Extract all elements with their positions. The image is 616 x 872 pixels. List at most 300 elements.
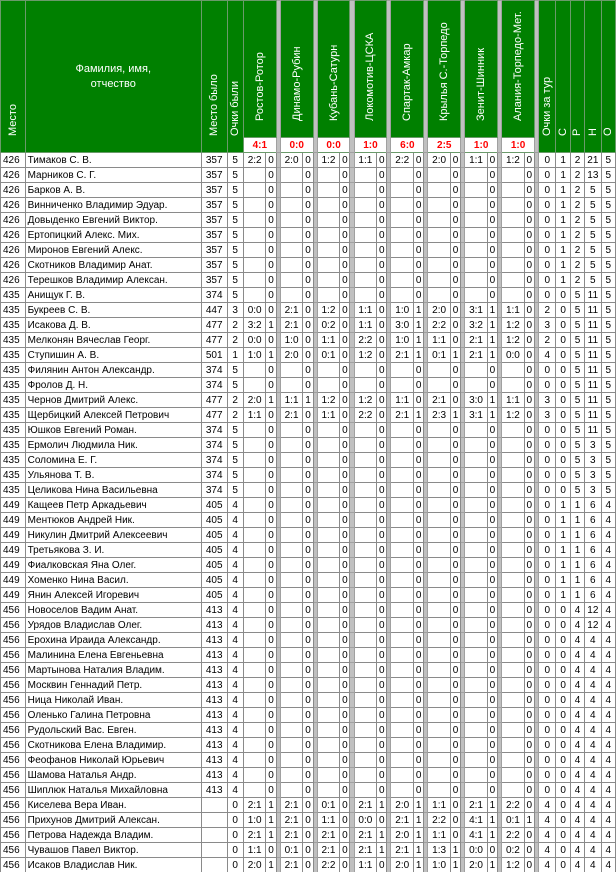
prediction-cell — [428, 363, 451, 378]
table-row — [1, 183, 616, 198]
tour-points-cell: 0 — [539, 753, 556, 768]
match-points-cell: 1 — [414, 348, 424, 363]
points-cell: 2 — [227, 393, 243, 408]
prediction-cell — [317, 273, 340, 288]
prediction-cell — [502, 273, 525, 288]
table-row — [1, 588, 616, 603]
prediction-cell — [391, 693, 414, 708]
prediction-cell — [428, 618, 451, 633]
s-cell: 0 — [556, 648, 570, 663]
match-points-cell: 1 — [487, 798, 497, 813]
match-points-cell: 0 — [414, 483, 424, 498]
match-points-cell: 0 — [340, 198, 350, 213]
match-points-cell: 0 — [266, 648, 276, 663]
prediction-cell — [465, 738, 488, 753]
points-cell: 4 — [227, 588, 243, 603]
prediction-cell: 1:2 — [502, 153, 525, 168]
tour-points-cell: 0 — [539, 378, 556, 393]
was-place-cell: 405 — [201, 588, 227, 603]
was-place-cell: 357 — [201, 213, 227, 228]
prediction-cell: 3:1 — [465, 303, 488, 318]
match-points-cell: 1 — [377, 828, 387, 843]
table-row — [1, 288, 616, 303]
n-cell: 4 — [585, 663, 601, 678]
match-points-cell: 0 — [524, 198, 534, 213]
prediction-cell — [280, 588, 303, 603]
place-cell: 435 — [1, 483, 26, 498]
prediction-cell — [502, 603, 525, 618]
name-cell: Тимаков С. В. — [25, 153, 201, 168]
n-cell: 4 — [585, 738, 601, 753]
prediction-cell — [243, 513, 266, 528]
match-points-cell: 0 — [524, 828, 534, 843]
match-points-cell: 0 — [487, 633, 497, 648]
prediction-cell — [354, 363, 377, 378]
match-points-cell: 0 — [266, 543, 276, 558]
prediction-cell: 2:2 — [391, 153, 414, 168]
match-points-cell: 0 — [414, 708, 424, 723]
r-cell: 5 — [570, 408, 584, 423]
match-points-cell: 0 — [266, 183, 276, 198]
prediction-cell — [317, 483, 340, 498]
o-cell: 4 — [601, 858, 615, 872]
match-points-cell: 0 — [266, 453, 276, 468]
prediction-cell — [465, 768, 488, 783]
prediction-cell — [280, 168, 303, 183]
match-points-cell: 0 — [340, 153, 350, 168]
name-cell: Петрова Надежда Владим. — [25, 828, 201, 843]
prediction-cell — [391, 453, 414, 468]
r-cell: 2 — [570, 213, 584, 228]
prediction-cell — [391, 648, 414, 663]
match-points-cell: 1 — [487, 303, 497, 318]
name-cell: Шиплюк Наталья Михайловна — [25, 783, 201, 798]
points-cell: 5 — [227, 198, 243, 213]
name-cell: Филянин Антон Александр. — [25, 363, 201, 378]
r-cell: 4 — [570, 858, 584, 872]
match-points-cell: 0 — [524, 498, 534, 513]
r-cell: 1 — [570, 528, 584, 543]
points-cell: 4 — [227, 648, 243, 663]
prediction-cell: 2:1 — [280, 813, 303, 828]
prediction-cell — [428, 633, 451, 648]
place-cell: 426 — [1, 213, 26, 228]
name-cell: Прихунов Дмитрий Алексан. — [25, 813, 201, 828]
match-points-cell: 0 — [303, 348, 313, 363]
prediction-cell — [317, 513, 340, 528]
prediction-cell: 0:1 — [280, 843, 303, 858]
prediction-cell — [465, 558, 488, 573]
was-place-cell: 357 — [201, 153, 227, 168]
match-points-cell: 0 — [414, 198, 424, 213]
prediction-cell: 1:1 — [428, 798, 451, 813]
table-row — [1, 633, 616, 648]
prediction-cell — [317, 573, 340, 588]
match-points-cell: 0 — [377, 633, 387, 648]
prediction-cell: 1:0 — [391, 333, 414, 348]
n-cell: 4 — [585, 843, 601, 858]
prediction-cell — [391, 363, 414, 378]
prediction-cell — [354, 753, 377, 768]
prediction-cell — [391, 723, 414, 738]
match-points-cell: 0 — [340, 693, 350, 708]
was-place-cell: 413 — [201, 678, 227, 693]
match-points-cell: 0 — [377, 303, 387, 318]
prediction-cell — [280, 273, 303, 288]
points-cell: 4 — [227, 558, 243, 573]
match-points-cell: 1 — [414, 798, 424, 813]
match-points-cell: 0 — [303, 468, 313, 483]
prediction-cell: 2:0 — [280, 153, 303, 168]
match-points-cell: 1 — [450, 348, 460, 363]
match-points-cell: 0 — [266, 783, 276, 798]
prediction-cell: 3:2 — [243, 318, 266, 333]
o-cell: 5 — [601, 333, 615, 348]
match-points-cell: 0 — [377, 333, 387, 348]
match-points-cell: 0 — [450, 228, 460, 243]
table-row — [1, 213, 616, 228]
match-points-cell: 0 — [377, 588, 387, 603]
name-cell: Скотников Владимир Анат. — [25, 258, 201, 273]
points-cell: 4 — [227, 783, 243, 798]
prediction-cell — [465, 378, 488, 393]
prediction-cell — [317, 363, 340, 378]
match-points-cell: 0 — [450, 318, 460, 333]
place-cell: 435 — [1, 288, 26, 303]
prediction-cell — [391, 183, 414, 198]
match-points-cell: 0 — [340, 543, 350, 558]
prediction-cell — [243, 588, 266, 603]
prediction-cell: 2:1 — [428, 393, 451, 408]
header-o: О — [601, 1, 615, 153]
table-row — [1, 363, 616, 378]
was-place-cell: 405 — [201, 528, 227, 543]
prediction-cell — [280, 528, 303, 543]
match-points-cell: 0 — [414, 288, 424, 303]
tour-points-cell: 0 — [539, 498, 556, 513]
prediction-cell — [354, 258, 377, 273]
n-cell: 11 — [585, 408, 601, 423]
prediction-cell: 0:2 — [317, 318, 340, 333]
table-row — [1, 603, 616, 618]
match-points-cell: 0 — [524, 423, 534, 438]
tour-points-cell: 0 — [539, 168, 556, 183]
prediction-cell — [317, 288, 340, 303]
match-points-cell: 0 — [524, 213, 534, 228]
match-points-cell: 0 — [340, 558, 350, 573]
match-points-cell: 0 — [377, 813, 387, 828]
prediction-cell — [465, 693, 488, 708]
points-cell: 4 — [227, 678, 243, 693]
match-points-cell: 0 — [377, 648, 387, 663]
match-points-cell: 0 — [303, 378, 313, 393]
match-points-cell: 0 — [487, 378, 497, 393]
prediction-cell — [502, 423, 525, 438]
prediction-cell: 3:0 — [391, 318, 414, 333]
prediction-cell — [391, 168, 414, 183]
match-points-cell: 0 — [340, 303, 350, 318]
match-points-cell: 0 — [450, 768, 460, 783]
prediction-cell — [465, 678, 488, 693]
o-cell: 4 — [601, 543, 615, 558]
prediction-cell — [465, 723, 488, 738]
match-points-cell: 0 — [377, 348, 387, 363]
name-cell: Соломина Е. Г. — [25, 453, 201, 468]
prediction-cell: 2:1 — [280, 303, 303, 318]
match-points-cell: 0 — [487, 543, 497, 558]
place-cell: 456 — [1, 723, 26, 738]
points-cell: 4 — [227, 498, 243, 513]
prediction-cell — [502, 228, 525, 243]
prediction-cell — [280, 228, 303, 243]
prediction-cell — [465, 708, 488, 723]
prediction-cell — [317, 723, 340, 738]
match-points-cell: 0 — [487, 213, 497, 228]
table-row — [1, 423, 616, 438]
prediction-cell: 3:1 — [465, 408, 488, 423]
prediction-cell: 2:1 — [354, 843, 377, 858]
points-cell: 5 — [227, 423, 243, 438]
prediction-cell: 1:1 — [465, 153, 488, 168]
r-cell: 5 — [570, 378, 584, 393]
match-points-cell: 0 — [377, 168, 387, 183]
o-cell: 4 — [601, 513, 615, 528]
name-cell: Новоселов Вадим Анат. — [25, 603, 201, 618]
table-row — [1, 348, 616, 363]
n-cell: 6 — [585, 498, 601, 513]
match-points-cell: 0 — [266, 198, 276, 213]
match-points-cell: 0 — [266, 468, 276, 483]
prediction-cell: 2:1 — [465, 798, 488, 813]
match-points-cell: 0 — [450, 393, 460, 408]
match-points-cell: 0 — [340, 648, 350, 663]
place-cell: 456 — [1, 693, 26, 708]
n-cell: 5 — [585, 198, 601, 213]
match-points-cell: 0 — [414, 558, 424, 573]
match-points-cell: 0 — [414, 168, 424, 183]
place-cell: 426 — [1, 228, 26, 243]
match-points-cell: 0 — [266, 708, 276, 723]
points-cell: 4 — [227, 528, 243, 543]
s-cell: 0 — [556, 603, 570, 618]
prediction-cell — [317, 558, 340, 573]
table-row — [1, 843, 616, 858]
points-cell: 4 — [227, 543, 243, 558]
was-place-cell: 405 — [201, 543, 227, 558]
tour-points-cell: 0 — [539, 198, 556, 213]
match-points-cell: 0 — [450, 198, 460, 213]
tour-points-cell: 0 — [539, 573, 556, 588]
r-cell: 2 — [570, 258, 584, 273]
match-points-cell: 0 — [524, 348, 534, 363]
tour-points-cell: 2 — [539, 333, 556, 348]
prediction-cell — [391, 588, 414, 603]
match-points-cell: 1 — [266, 828, 276, 843]
prediction-cell — [243, 498, 266, 513]
match-points-cell: 0 — [487, 288, 497, 303]
match-points-cell: 0 — [524, 558, 534, 573]
tour-points-cell: 0 — [539, 288, 556, 303]
match-points-cell: 0 — [377, 528, 387, 543]
prediction-cell — [354, 453, 377, 468]
name-cell: Скотникова Елена Владимир. — [25, 738, 201, 753]
tour-points-cell: 0 — [539, 723, 556, 738]
s-cell: 1 — [556, 258, 570, 273]
place-cell: 456 — [1, 663, 26, 678]
points-cell: 4 — [227, 738, 243, 753]
match-points-cell: 0 — [524, 543, 534, 558]
match-points-cell: 0 — [524, 378, 534, 393]
header-match-1: Ростов-Ротор — [243, 1, 276, 138]
match-points-cell: 0 — [377, 573, 387, 588]
prediction-cell — [280, 453, 303, 468]
prediction-cell — [354, 618, 377, 633]
match-points-cell: 0 — [303, 858, 313, 872]
s-cell: 0 — [556, 348, 570, 363]
place-cell: 456 — [1, 828, 26, 843]
prediction-cell — [391, 618, 414, 633]
prediction-cell — [317, 603, 340, 618]
points-cell: 0 — [227, 858, 243, 872]
header-points: Очки были — [227, 1, 243, 153]
prediction-cell: 2:2 — [428, 813, 451, 828]
prediction-cell — [465, 498, 488, 513]
prediction-cell — [280, 618, 303, 633]
prediction-cell — [465, 453, 488, 468]
o-cell: 4 — [601, 783, 615, 798]
match-points-cell: 0 — [340, 363, 350, 378]
prediction-cell — [502, 528, 525, 543]
prediction-cell — [317, 663, 340, 678]
n-cell: 4 — [585, 693, 601, 708]
match-points-cell: 0 — [524, 483, 534, 498]
prediction-cell — [502, 183, 525, 198]
prediction-cell: 2:1 — [391, 348, 414, 363]
match-points-cell: 0 — [303, 528, 313, 543]
prediction-cell — [280, 288, 303, 303]
name-cell: Исаков Владислав Ник. — [25, 858, 201, 872]
match-points-cell: 0 — [524, 303, 534, 318]
match-points-cell: 0 — [414, 723, 424, 738]
match-points-cell: 0 — [487, 648, 497, 663]
place-cell: 456 — [1, 603, 26, 618]
match-points-cell: 0 — [303, 228, 313, 243]
r-cell: 1 — [570, 573, 584, 588]
o-cell: 4 — [601, 693, 615, 708]
place-cell: 426 — [1, 243, 26, 258]
prediction-cell — [391, 753, 414, 768]
r-cell: 5 — [570, 348, 584, 363]
match-points-cell: 0 — [266, 738, 276, 753]
place-cell: 435 — [1, 423, 26, 438]
table-row — [1, 828, 616, 843]
match-points-cell: 0 — [487, 573, 497, 588]
r-cell: 4 — [570, 813, 584, 828]
n-cell: 5 — [585, 213, 601, 228]
match-result-2: 0:0 — [280, 138, 313, 153]
match-points-cell: 0 — [450, 258, 460, 273]
tour-points-cell: 0 — [539, 258, 556, 273]
prediction-cell: 1:2 — [317, 303, 340, 318]
prediction-cell — [428, 468, 451, 483]
points-cell: 5 — [227, 273, 243, 288]
s-cell: 0 — [556, 288, 570, 303]
prediction-cell — [502, 213, 525, 228]
s-cell: 0 — [556, 453, 570, 468]
tour-points-cell: 0 — [539, 708, 556, 723]
match-points-cell: 0 — [377, 228, 387, 243]
match-points-cell: 0 — [266, 423, 276, 438]
n-cell: 12 — [585, 603, 601, 618]
prediction-cell — [280, 258, 303, 273]
prediction-cell — [354, 528, 377, 543]
match-points-cell: 0 — [377, 858, 387, 872]
s-cell: 1 — [556, 513, 570, 528]
tour-points-cell: 0 — [539, 678, 556, 693]
match-points-cell: 0 — [524, 468, 534, 483]
s-cell: 1 — [556, 168, 570, 183]
n-cell: 11 — [585, 393, 601, 408]
prediction-cell — [243, 258, 266, 273]
name-cell: Щербицкий Алексей Петрович — [25, 408, 201, 423]
match-points-cell: 0 — [377, 618, 387, 633]
match-points-cell: 0 — [487, 738, 497, 753]
prediction-cell — [243, 618, 266, 633]
prediction-cell — [391, 483, 414, 498]
prediction-cell — [465, 513, 488, 528]
r-cell: 2 — [570, 228, 584, 243]
match-points-cell: 1 — [414, 828, 424, 843]
match-points-cell: 0 — [487, 768, 497, 783]
match-points-cell: 0 — [303, 258, 313, 273]
match-points-cell: 0 — [340, 663, 350, 678]
prediction-cell — [391, 633, 414, 648]
match-points-cell: 0 — [377, 663, 387, 678]
s-cell: 1 — [556, 273, 570, 288]
n-cell: 3 — [585, 438, 601, 453]
prediction-cell — [354, 648, 377, 663]
prediction-cell — [317, 783, 340, 798]
table-row — [1, 648, 616, 663]
tour-points-cell: 0 — [539, 783, 556, 798]
prediction-cell — [243, 603, 266, 618]
n-cell: 6 — [585, 573, 601, 588]
n-cell: 4 — [585, 768, 601, 783]
match-points-cell: 0 — [524, 288, 534, 303]
s-cell: 1 — [556, 573, 570, 588]
match-points-cell: 0 — [303, 573, 313, 588]
prediction-cell: 1:1 — [428, 333, 451, 348]
prediction-cell: 0:0 — [465, 843, 488, 858]
match-points-cell: 0 — [303, 753, 313, 768]
header-name: Фамилия, имя, отчество — [25, 1, 201, 153]
prediction-cell: 1:1 — [354, 153, 377, 168]
o-cell: 5 — [601, 168, 615, 183]
match-points-cell: 1 — [266, 798, 276, 813]
name-cell: Малинина Елена Евгеньевна — [25, 648, 201, 663]
tour-points-cell: 4 — [539, 798, 556, 813]
place-cell: 456 — [1, 738, 26, 753]
prediction-cell — [502, 198, 525, 213]
prediction-cell — [428, 648, 451, 663]
name-cell: Янин Алексей Игоревич — [25, 588, 201, 603]
prediction-cell: 1:0 — [280, 333, 303, 348]
match-points-cell: 0 — [450, 588, 460, 603]
place-cell: 449 — [1, 573, 26, 588]
table-row — [1, 198, 616, 213]
prediction-cell — [465, 648, 488, 663]
table-row — [1, 528, 616, 543]
